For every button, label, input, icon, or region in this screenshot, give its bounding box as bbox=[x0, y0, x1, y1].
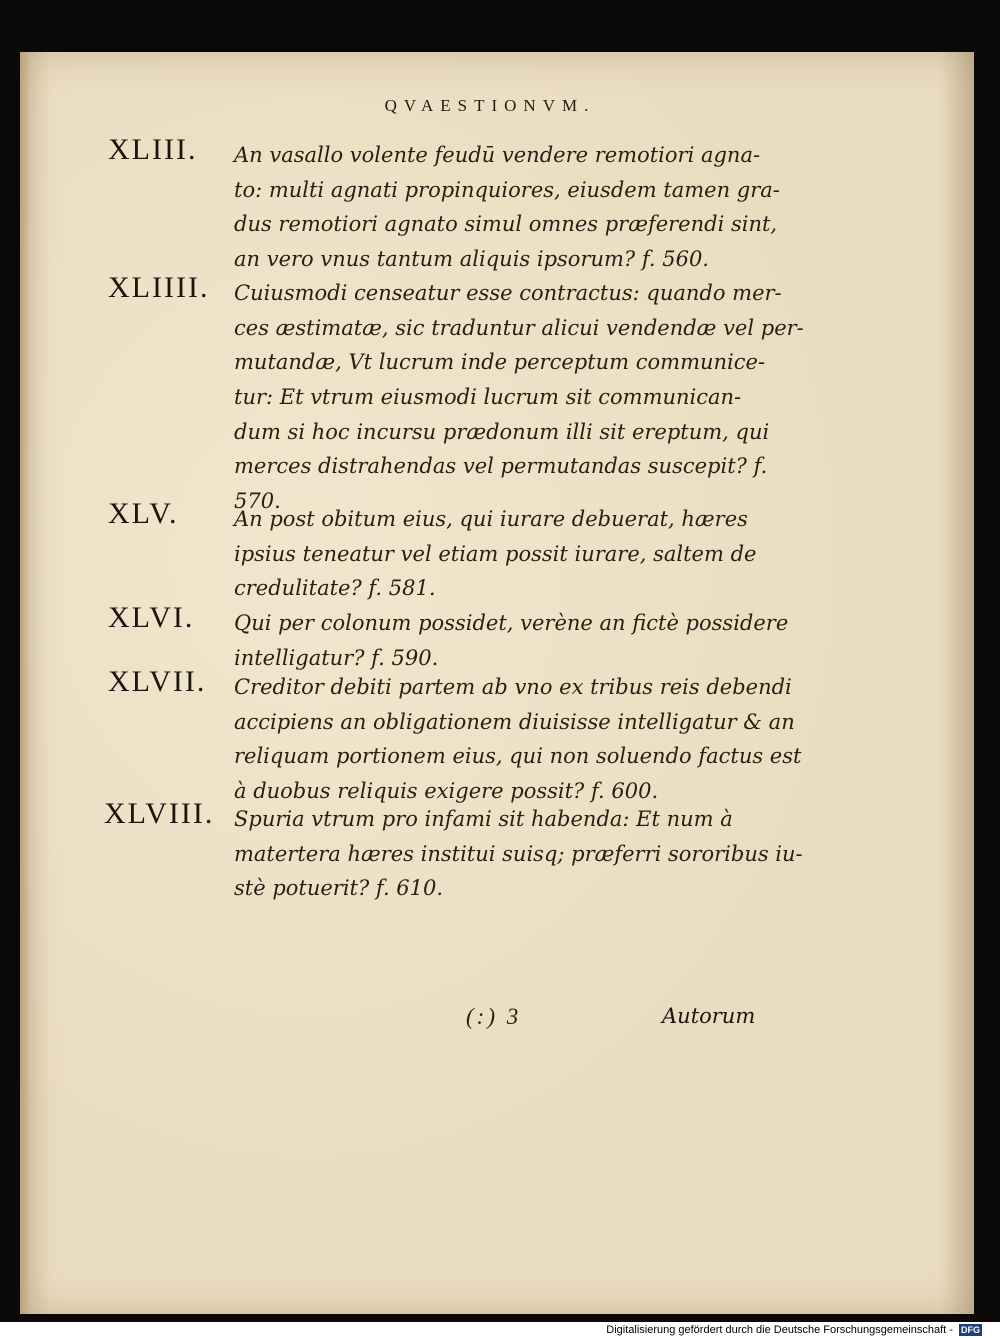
dfg-logo: DFG bbox=[961, 1325, 980, 1336]
question-text bbox=[234, 606, 814, 675]
question-number: XLVII. bbox=[108, 665, 207, 698]
text-line: dum si hoc incursu prædonum illi sit ereptum, qui bbox=[234, 419, 770, 444]
page-gutter-shadow bbox=[20, 52, 30, 1314]
text-line: stè potuerit? f. 610. bbox=[234, 876, 444, 901]
signature-mark: (:) 3 bbox=[466, 1004, 522, 1029]
text-line: credulitate? f. 581. bbox=[234, 576, 436, 601]
catchword: Autorum bbox=[662, 1004, 756, 1028]
running-head: QVAESTIONVM. bbox=[384, 96, 596, 115]
text-line: Spuria vtrum pro infami sit habenda: Et num à bbox=[234, 807, 733, 831]
text-line: ces æstimatæ, sic traduntur alicui vendendæ vel per- bbox=[234, 315, 804, 340]
text-line: reliquam portionem eius, qui non soluendo factus est bbox=[234, 744, 802, 769]
text-line: 570. bbox=[234, 489, 281, 514]
question-number: XLV. bbox=[108, 497, 179, 530]
question-text bbox=[234, 138, 814, 277]
book-page bbox=[20, 52, 974, 1314]
digitization-credit bbox=[606, 1323, 982, 1337]
question-text bbox=[234, 802, 814, 906]
question-text bbox=[234, 276, 814, 519]
text-line: accipiens an obligationem diuisisse intelligatur & an bbox=[234, 709, 795, 734]
text-line: ipsius teneatur vel etiam possit iurare, saltem de bbox=[234, 541, 757, 566]
text-line: an vero vnus tantum aliquis ipsorum? f. 560. bbox=[234, 247, 709, 272]
text-line: Cuiusmodi censeatur esse contractus: quando mer- bbox=[234, 281, 782, 305]
text-line: An vasallo volente feudū vendere remotiori agna- bbox=[234, 143, 761, 167]
text-line: mutandæ, Vt lucrum inde perceptum communice- bbox=[234, 350, 766, 375]
text-line: dus remotiori agnato simul omnes præferendi sint, bbox=[234, 212, 778, 237]
question-number: XLIIII. bbox=[108, 271, 210, 304]
question-number: XLVI. bbox=[108, 601, 195, 634]
text-line: to: multi agnati propinquiores, eiusdem tamen gra- bbox=[234, 177, 780, 202]
text-line: tur: Et vtrum eiusmodi lucrum sit communican- bbox=[234, 385, 742, 410]
question-text bbox=[234, 502, 814, 606]
question-text bbox=[234, 670, 814, 809]
credit-text: Digitalisierung gefördert durch die Deutsche Forschungsgemeinschaft - bbox=[606, 1324, 953, 1336]
text-line: intelligatur? f. 590. bbox=[234, 645, 439, 670]
text-line: matertera hæres institui suisq; præferri sororibus iu- bbox=[234, 841, 803, 866]
text-line: Qui per colonum possidet, verène an fictè possidere bbox=[234, 611, 789, 635]
question-number: XLIII. bbox=[108, 133, 198, 166]
text-line: merces distrahendas vel permutandas suscepit? f. bbox=[234, 454, 768, 479]
text-line: Creditor debiti partem ab vno ex tribus reis debendi bbox=[234, 675, 792, 699]
text-line: An post obitum eius, qui iurare debuerat, hæres bbox=[234, 507, 748, 531]
question-number: XLVIII. bbox=[104, 797, 215, 830]
text-line: à duobus reliquis exigere possit? f. 600. bbox=[234, 779, 659, 804]
